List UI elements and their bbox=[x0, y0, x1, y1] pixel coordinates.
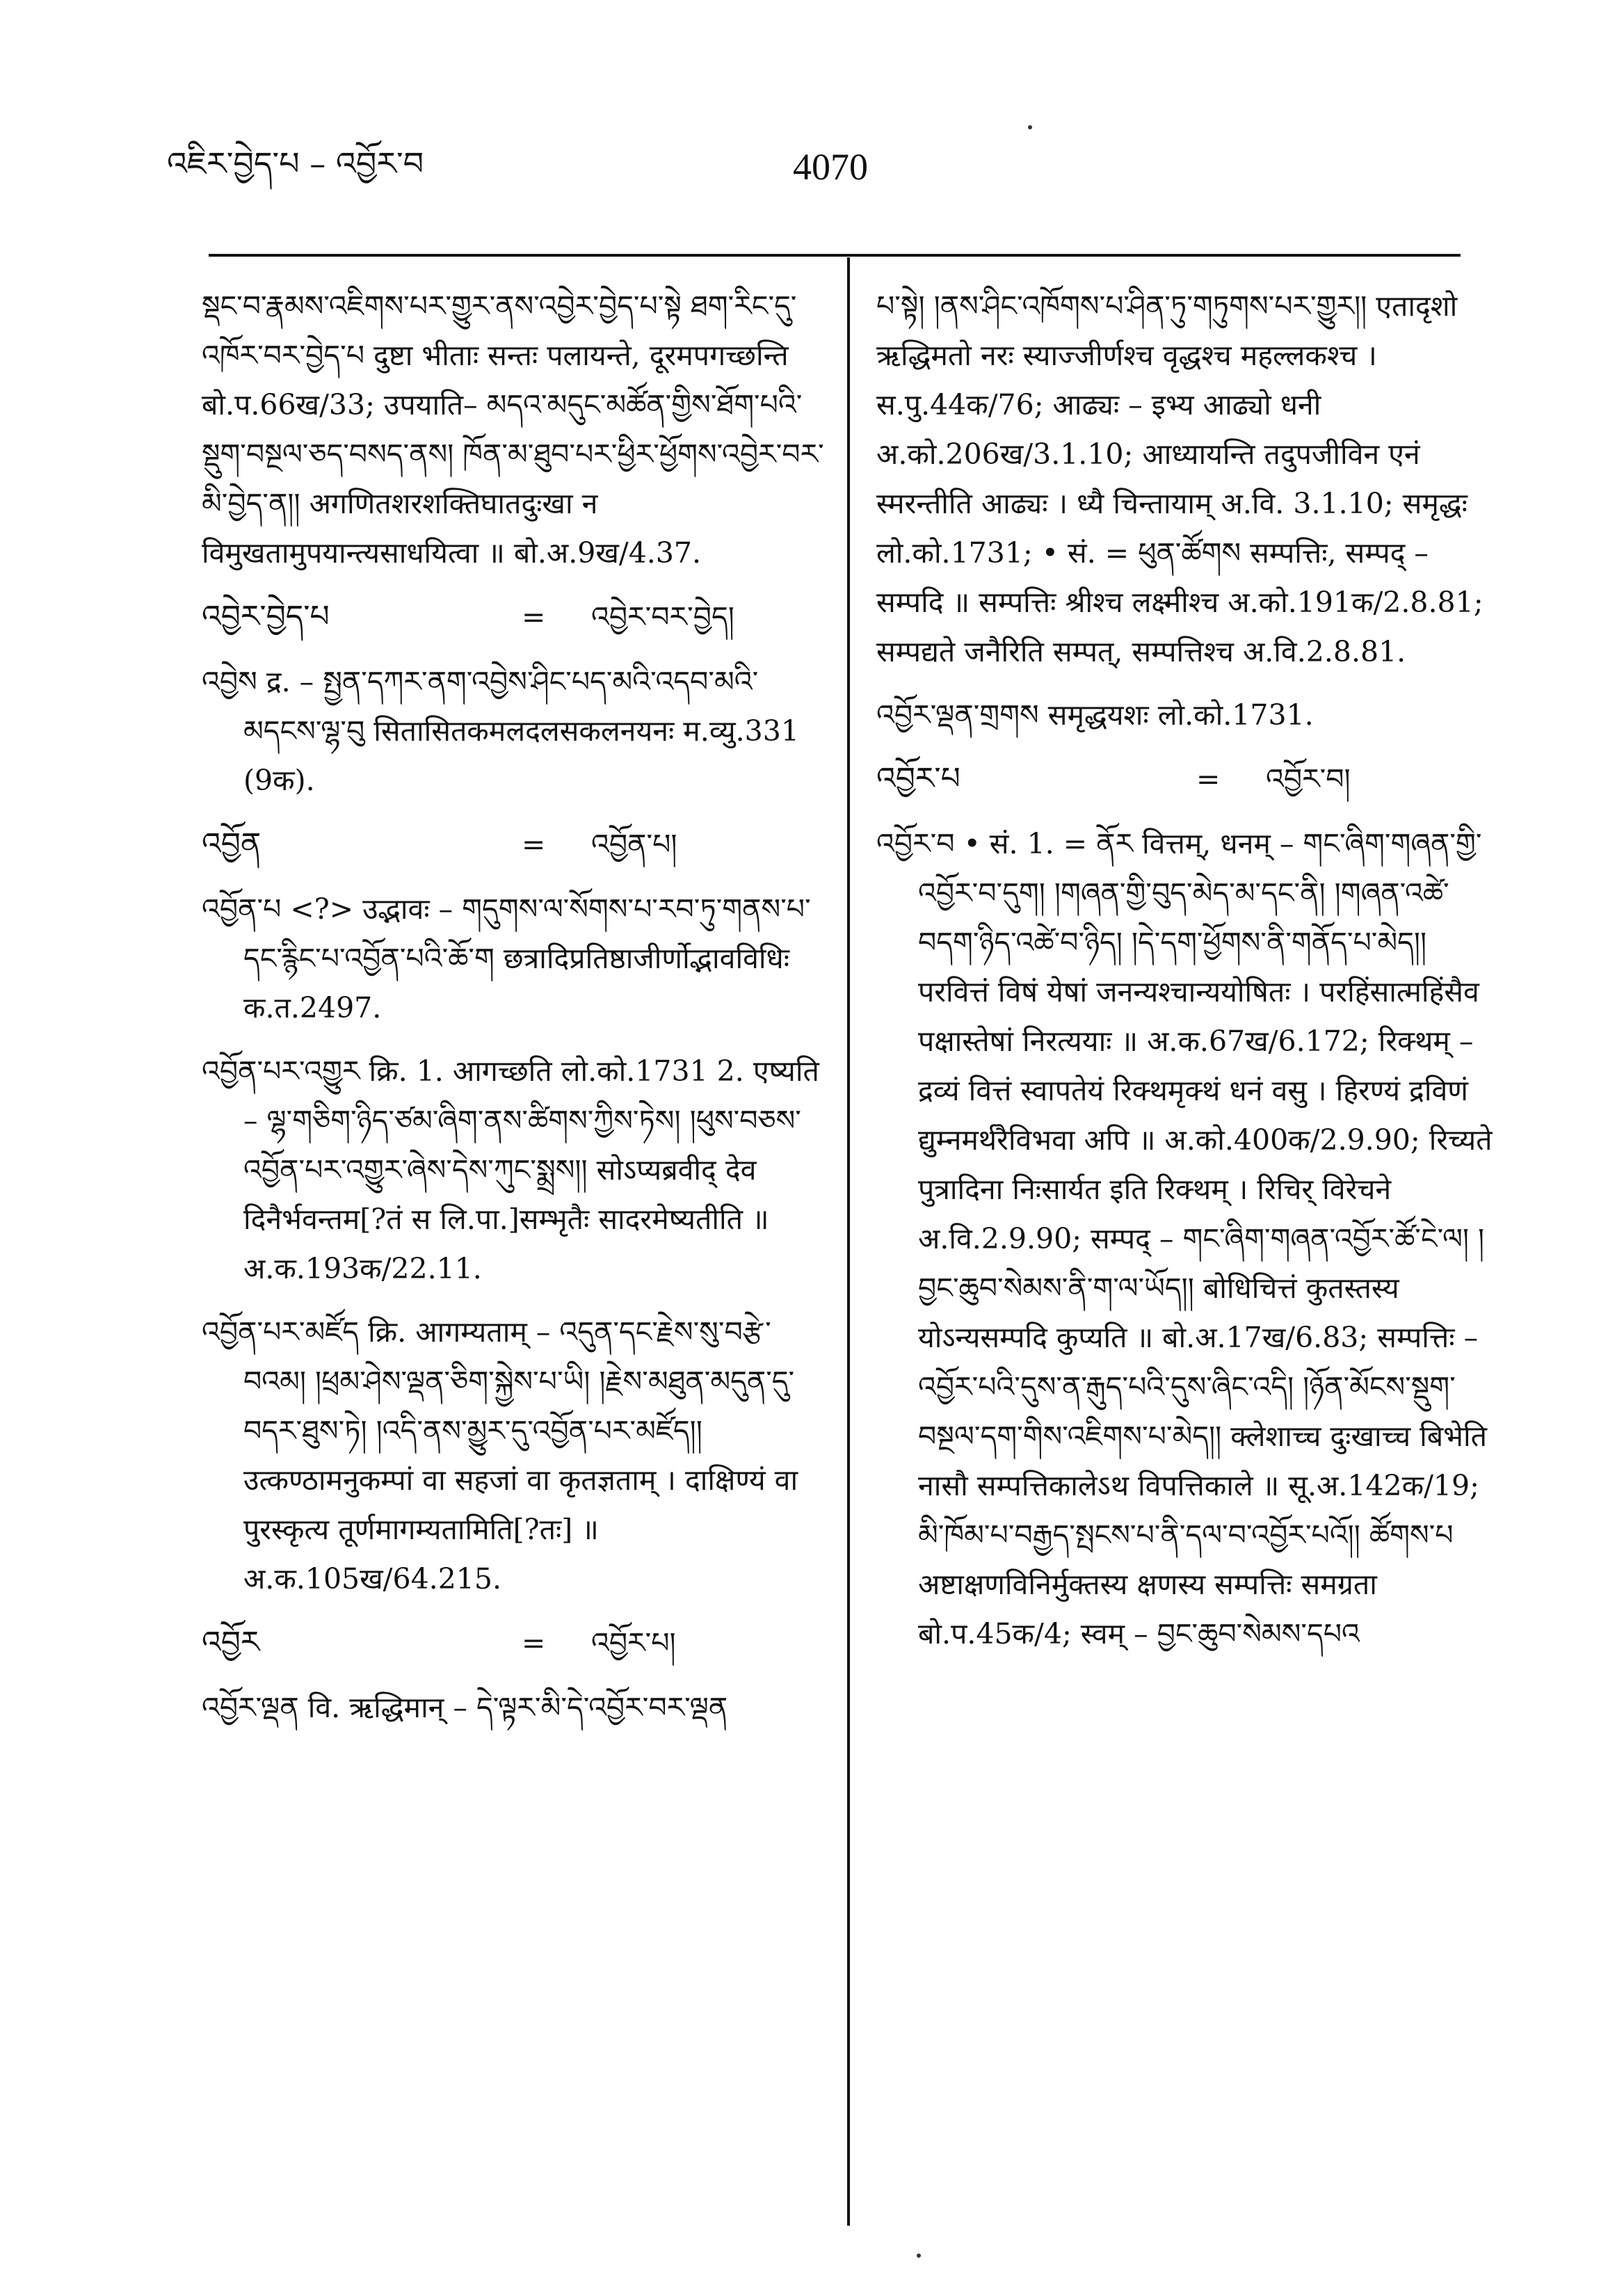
entry-text: འབྱོན་པར་མཛོད क्रि. आगम्यताम् – འདུན་དང་རྗེས་སུ་བརྩེ་བའམ། །ཕྲམ་ཤེས་ལྡན་ཅིག་སྐྱེས་པ་ཡི། །རྗེས་མཐུན་མདུན་དུ་བདར་ཐུས་ཏེ། །འདི་ནས་མྱུར་དུ་འབྱོན་པར་མཛོད།། उत्कण्ठामनुकम्पां वा सहजां वा कृतज्ञताम् । दाक्षिण्यं वा पुरस्कृत्य तूर्णमागम्यतामिति[?तः] ॥ अ.क.105ख/64.215. bbox=[202, 1315, 798, 1596]
xref-target: འབྱོར་པ། bbox=[591, 1626, 676, 1660]
headword: འབྱེར་བྱེད་པ bbox=[202, 599, 330, 634]
entry-byonpa bbox=[202, 885, 828, 1033]
entry-byorldan-start bbox=[202, 1683, 828, 1733]
entry-text: འབྱོར་བ • सं. 1. = ནོར वित्तम्, धनम् – གང་ཞིག་གཞན་གྱི་འབྱོར་བ་དུག། །གཞན་གྱི་བུད་མེད་མ་དང་ནི། །གཞན་འཚེ་བདག་ཉིད་འཚེ་བ་ཉིད། །དེ་དག་ཕྱོགས་ནི་གནོད་པ་མེད།། परवित्तं विषं येषां जनन्यश्चान्ययोषितः । परहिंसात्महिंसैव पक्षास्तेषां निरत्ययाः ॥ अ.क.67ख/6.172; रिक्थम् – द्रव्यं वित्तं स्वापतेयं रिक्थमृक्थं धनं वसु । हिरण्यं द्रविणं द्युम्नमर्थरैविभवा अपि ॥ अ.को.400क/2.9.90; रिच्यते पुत्रादिना निःसार्यत इति रिक्थम् । रिचिर् विरेचने अ.वि.2.9.90; सम्पद् – གང་ཞིག་གཞན་འབྱོར་ཚོ་ངེ་ལ། །བྱང་ཆུབ་སེམས་ནི་ག་ལ་ཡོད།། बोधिचित्तं कुतस्तस्य योऽन्यसम्पदि कुप्यति ॥ बो.अ.17ख/6.83; सम्पत्तिः – འབྱོར་པའི་དུས་ན་རྒུད་པའི་དུས་ཞིང་འདི། །ཉོན་མོངས་སྡུག་བསྔལ་དག་གིས་འཇིགས་པ་མེད།། क्लेशाच्च दुःखाच्च बिभेति नासौ सम्पत्तिकालेऽथ विपत्तिकाले ॥ सू.अ.142क/19; མི་ཁོམ་པ་བརྒྱད་སྤངས་པ་ནི་དལ་བ་འབྱོར་པའོ།། ཚོགས་པ अष्टाक्षणविनिर्मुक्तस्य क्षणस्य सम्पत्तिः समग्रता बो.प.45क/4; स्वम् – བྱང་ཆུབ་སེམས་དཔའ bbox=[876, 827, 1493, 1651]
headword: འབྱོར་པ bbox=[876, 761, 960, 796]
entry-byorldan-grags bbox=[876, 691, 1495, 740]
entry-byorldan-cont bbox=[876, 282, 1495, 677]
scan-speck bbox=[917, 2254, 921, 2258]
entry-text: འབྱོར་ལྡན वि. ऋद्धिमान् – དེ་ལྟར་མི་དེ་འབྱོར་བར་ལྡན bbox=[202, 1691, 728, 1724]
entry-byorba bbox=[876, 819, 1495, 1659]
right-column bbox=[876, 282, 1495, 2243]
entry-text: འབྱེས द्र. – སྤྱན་དཀར་ནག་འབྱེས་ཤིང་པད་མའི་འདབ་མའི་མདངས་ལྷ་བུ सितासितकमलदलसकलनयनः म.व्यु.331 (9क). bbox=[202, 665, 799, 797]
cross-reference bbox=[202, 819, 828, 869]
entry-text: འབྱོན་པ <?> उद्भावः – གདུགས་ལ་སོགས་པ་རབ་ཏུ་གནས་པ་དང་རྙིང་པ་འབྱོན་པའི་ཆོ་ག छत्रादिप्रतिष्ठाजीर्णोद्भावविधिः क.त.2497. bbox=[202, 892, 811, 1025]
xref-target: འབྱེར་བར་བྱེད། bbox=[591, 600, 734, 634]
cross-reference bbox=[876, 754, 1495, 804]
left-column bbox=[202, 282, 828, 2243]
entry-text: སྡང་བ་རྣམས་འཇིགས་པར་གྱུར་ནས་འབྱེར་བྱེད་པ་སྟེ ཐག་རིང་དུ་འཁོར་བར་བྱེད་པ दुष्टा भीताः सन्तः पलायन्ते, दूरमपगच्छन्ति बो.प.66ख/33; उपयाति– མདའ་མདུང་མཚོན་གྱིས་ཐོག་པའི་སྡུག་བསྔལ་ཅད་བསད་ནས། ཁོན་མ་ཐུབ་པར་ཕྱིར་ཕྱོགས་འབྱེར་བར་མི་བྱེད་ན།། अगणितशरशक्तिघातदुःखा न विमुखतामुपयान्त्यसाधयित्वा ॥ बो.अ.9ख/4.37. bbox=[202, 289, 824, 570]
xref-target: འབྱོར་བ། bbox=[1266, 762, 1351, 796]
xref-target: འབྱོན་པ། bbox=[591, 828, 677, 861]
headword: འབྱོར bbox=[202, 1625, 260, 1660]
scan-speck bbox=[1028, 125, 1032, 129]
entry-byonpar-mdzod bbox=[202, 1308, 828, 1604]
equals-sign: = bbox=[1196, 762, 1221, 796]
entry-text: འབྱོན་པར་འགྱུར क्रि. 1. आगच्छति लो.को.1731 2. एष्यति – ལྷ་གཅིག་ཉིད་ཙམ་ཞིག་ནས་ཚིགས་ཀྱིས་ཏེས། །ཕུས་བཅས་འབྱོན་པར་འགྱུར་ཞེས་དེས་ཀུང་སྨྲས།། सोऽप्यब्रवीद् देव दिनैर्भवन्तम[?तं स लि.पा.]सम्भृतैः सादरमेष्यतीति ॥ अ.क.193क/22.11. bbox=[202, 1054, 819, 1285]
equals-sign: = bbox=[522, 1626, 546, 1660]
entry-byonpar-gyur bbox=[202, 1047, 828, 1294]
page-number: 4070 bbox=[793, 146, 868, 188]
cross-reference bbox=[202, 592, 828, 642]
headword: འབྱོན bbox=[202, 826, 262, 862]
equals-sign: = bbox=[522, 600, 546, 634]
cross-reference bbox=[202, 1618, 828, 1668]
entry-text: པ་སྟེ། །ནས་ཤིང་འཁོགས་པ་ཤིན་ཏུ་གཏུགས་པར་གྱུར།། एतादृशो ऋद्धिमतो नरः स्याज्जीर्णश्च वृद्धश्च महल्लकश्च । स.पु.44क/76; आढ्यः – इभ्य आढ्यो धनी अ.को.206ख/3.1.10; आध्यायन्ति तदुपजीविन एनं स्मरन्तीति आढ्यः । ध्यै चिन्तायाम् अ.वि. 3.1.10; समृद्धः लो.को.1731; • सं. = ཕུན་ཚོགས सम्पत्तिः, सम्पद् – सम्पदि ॥ सम्पत्तिः श्रीश्च लक्ष्मीश्च अ.को.191क/2.8.81; सम्पद्यते जनैरिति सम्पत्, सम्पत्तिश्च अ.वि.2.8.81. bbox=[876, 289, 1484, 668]
header-rule bbox=[209, 254, 1461, 257]
entry-continuation bbox=[202, 282, 828, 578]
entry-byes bbox=[202, 657, 828, 805]
entry-text: འབྱོར་ལྡན་གྲགས समृद्धयशः लो.को.1731. bbox=[876, 698, 1314, 732]
equals-sign: = bbox=[522, 828, 546, 861]
running-title: འཇིར་བྱེད་པ – འབྱོར་བ bbox=[167, 145, 424, 182]
column-divider bbox=[847, 257, 850, 2226]
